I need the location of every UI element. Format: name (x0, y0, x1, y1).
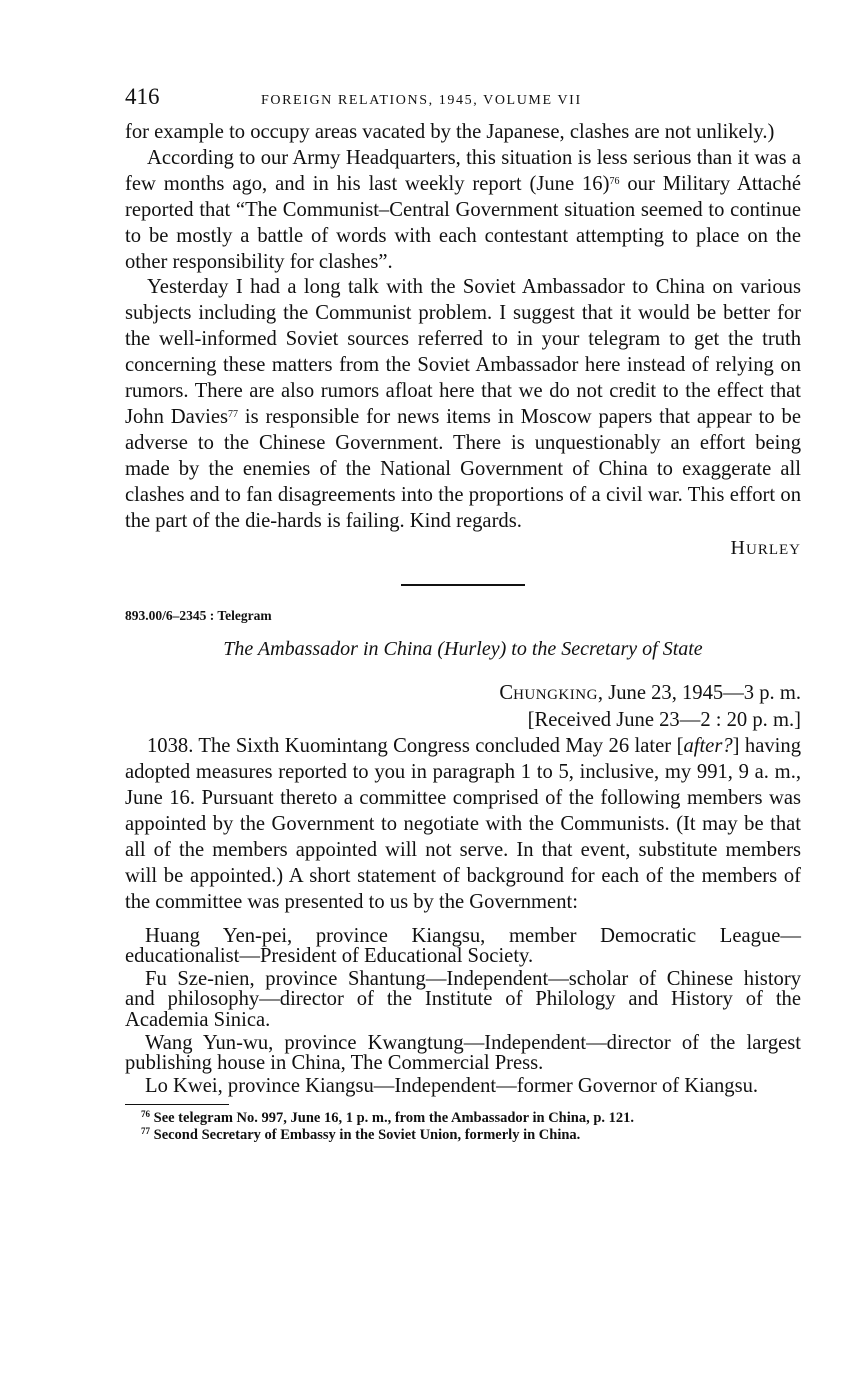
footnote-number: 77 (141, 1126, 150, 1137)
document-page (125, 84, 801, 1144)
footnote (125, 1127, 801, 1144)
paragraph-text: ] having adopted measures reported to you in paragraph 1 to 5, inclusive, my 991, 9 a. m., June 16. Pursuant thereto a committee comprised of the following members was appointed by the Government to negotiate with the Communists. (It may be that all of the members appointed will not serve. In that event, substitute members will be appointed.) A short statement of background for each of the members of the committee was presented to us by the Government: (125, 735, 801, 913)
received-line: [Received June 23—2 : 20 p. m.] (527, 709, 801, 732)
list-item: Wang Yun-wu, province Kwangtung—Independent—director of the largest publishing house in China, The Commercial Press. (125, 1031, 801, 1075)
second-document-body (125, 734, 801, 915)
date-sent: , June 23, 1945—3 p. m. (597, 681, 801, 704)
footnote-text: See telegram No. 997, June 16, 1 p. m., from the Ambassador in China, p. 121. (150, 1110, 635, 1127)
footnotes (125, 1110, 801, 1144)
place-rest: HUNGKING (513, 686, 598, 703)
footnote-ref: 77 (227, 408, 238, 420)
paragraph-text: our Military Attaché reported that “The Communist–Central Government situation seemed to continue to be mostly a battle of words with each contestant attempting to place on the other responsibility for clashes”. (125, 172, 801, 273)
footnote-divider (125, 1104, 229, 1105)
footnote-ref: 76 (609, 175, 620, 187)
paragraph (125, 120, 801, 146)
paragraph-text: is responsible for news items in Moscow papers that appear to be adverse to the Chinese Government. There is unquestionably an effort being made by the enemies of the National Government of China to exaggerate all clashes and to fan disagreements into the proportions of a civil war. This effort on the part of the die-hards is failing. Kind regards. (125, 405, 801, 532)
document-title: The Ambassador in China (Hurley) to the Secretary of State (223, 637, 703, 660)
committee-member-list (125, 926, 801, 1097)
first-document-body (125, 120, 801, 535)
signature-rest: URLEY (746, 541, 801, 558)
footnote-number: 76 (141, 1109, 150, 1120)
page-number: 416 (125, 84, 160, 109)
paragraph (125, 734, 801, 915)
paragraph-text: for example to occupy areas vacated by the Japanese, clashes are not unlikely.) (125, 121, 775, 143)
signature (125, 537, 801, 560)
list-item: Fu Sze-nien, province Shantung—Independent—scholar of Chinese history and philosophy—director of the Institute of Philology and History of the Academia Sinica. (125, 967, 801, 1032)
paragraph-text: 1038. The Sixth Kuomintang Congress concluded May 26 later [ (147, 735, 684, 758)
paragraph-text: According to our Army Headquarters, this situation is less serious than it was a few months ago, and in his last weekly report (June 16) (125, 146, 801, 195)
sent-line (125, 681, 801, 709)
running-title: FOREIGN RELATIONS, 1945, VOLUME VII (261, 93, 582, 108)
paragraph (125, 275, 801, 534)
list-item: Huang Yen-pei, province Kiangsu, member Democratic League—educationalist—President of Educational Society. (125, 924, 801, 968)
section-divider (401, 584, 525, 586)
page-header (125, 84, 801, 120)
signature-initial: H (730, 536, 746, 559)
dateline (125, 681, 801, 735)
footnote-text: Second Secretary of Embassy in the Soviet Union, formerly in China. (150, 1127, 581, 1144)
place-initial: C (499, 681, 514, 704)
editorial-insert: after? (683, 735, 733, 758)
footnote (125, 1110, 801, 1127)
file-reference: 893.00/6–2345 : Telegram (125, 607, 272, 623)
paragraph (125, 146, 801, 276)
paragraph-text: Yesterday I had a long talk with the Soviet Ambassador to China on various subjects including the Communist problem. I suggest that it would be better for the well-informed Soviet sources referred to in your telegram to get the truth concerning these matters from the Soviet Ambassador here instead of relying on rumors. There are also rumors afloat here that we do not credit to the effect that John Davies (125, 276, 801, 428)
list-item: Lo Kwei, province Kiangsu—Independent—former Governor of Kiangsu. (145, 1074, 759, 1097)
